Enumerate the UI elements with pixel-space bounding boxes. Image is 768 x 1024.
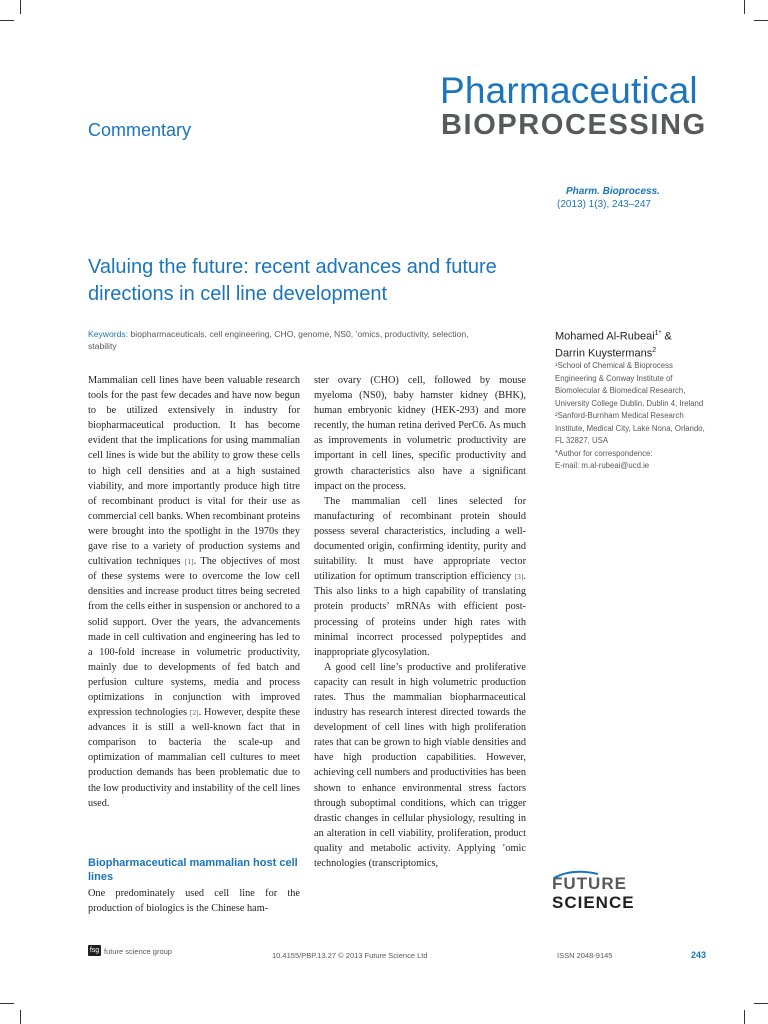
- author-list: [555, 327, 725, 361]
- paragraph: [314, 494, 526, 660]
- author-name: Mohamed Al-Rubeai: [555, 330, 655, 343]
- crop-mark: [744, 1010, 745, 1024]
- paragraph: [88, 373, 300, 811]
- text: . However, despite these advances it is still a well-known fact that in comparison to bacteria the scale-up and optimization of mammalian cell cultures to meet production demands has been problematic due to the low productivity and instability of the cell lines used.: [88, 707, 300, 809]
- crop-mark: [0, 20, 14, 21]
- paragraph: A good cell line’s productive and proliferative capacity can result in high volumetric production rates. Thus the mammalian biopharmaceutical industry has research interest directed towards the development of cell lines with high proliferation rates that can be grown to high viable densities and have high production capabilities. However, achieving cell numbers and productivities has been shown to enhance environmental stress factors through suboptimal conditions, which can trigger drastic changes in cellular physiology, resulting in an alteration in cell viability, proliferation, product quality and metabolic activity. Applying ’omic technologies (transcriptomics,: [314, 661, 526, 869]
- citation-volume: (2013) 1(3), 243–247: [557, 199, 651, 210]
- section-heading: Biopharmaceutical mammalian host cell lines: [88, 857, 298, 883]
- keywords-list: biopharmaceuticals, cell engineering, CHO, genome, NS0, ’omics, productivity, selection, stability: [88, 329, 469, 351]
- crop-mark: [0, 1003, 14, 1004]
- body-column-middle: [314, 373, 526, 871]
- logo-line2: SCIENCE: [552, 893, 635, 912]
- text: . This also links to a high capability of translating protein products’ mRNAs with efficient post-processing of proteins under high rates with minimal incorrect processed polypeptides and inappropriate glycosylation.: [314, 571, 526, 658]
- body-column-left-bottom: [88, 886, 300, 916]
- logo-swoosh-icon: [552, 870, 600, 880]
- body-column-left: [88, 373, 300, 811]
- paragraph: One predominately used cell line for the production of biologics is the Chinese ham-: [88, 888, 300, 915]
- text: The mammalian cell lines selected for manufacturing of recombinant protein should possess several characteristics, including a well-documented origin, confirming identity, purity and suitability. It must have appropriate vector utilization for optimum transcription efficiency: [314, 495, 526, 583]
- text: Mammalian cell lines have been valuable research tools for the past few decades and have now begun to be utilized extensively in industry for biopharmaceutical production. It has become evident that the implications for using mammalian cell lines is wide but the ability to grow these cells to high cell densities and at a high sustained viability, and more importantly produce high titre of recombinant product is vital for their use as commercial cell banks. When recombinant proteins were brought into the spotlight in the 1970s they gave rise to a variety of production systems and cultivation techniques: [88, 375, 300, 568]
- citation-journal: Pharm. Bioprocess.: [566, 186, 660, 197]
- affiliation: ²Sanford-Burnham Medical Research Institute, Medical City, Lake Nona, Orlando, FL 32827, USA: [555, 411, 705, 445]
- text: . The objectives of most of these systems were to overcome the low cell densities and increase product titres being secreted from the cells either in suspension or anchored to a solid support. Over the years, the advancements made in cell cultivation and engineering has led to a 100-fold increase in volumetric productivity, mainly due to developments of fed batch and perfusion culture systems, media and process optimizations in conjunction with improved expression technologies: [88, 556, 300, 719]
- correspondence: *Author for correspondence:: [555, 448, 653, 458]
- future-science-logo: [552, 874, 662, 912]
- author-name: Darrin Kuystermans: [555, 347, 653, 360]
- footer-issn: ISSN 2048-9145: [557, 951, 613, 960]
- affiliations: [555, 360, 715, 473]
- article-title: Valuing the future: recent advances and future directions in cell line development: [88, 256, 497, 305]
- logo-line1: FUTURE: [552, 874, 627, 893]
- journal-name: Pharmaceutical: [440, 70, 698, 111]
- section-label: Commentary: [88, 120, 192, 140]
- keywords-label: Keywords:: [88, 329, 129, 339]
- crop-mark: [20, 1010, 21, 1024]
- affiliation: ¹School of Chemical & Bioprocess Engineering & Conway Institute of Biomolecular & Biomedical Research, University College Dublin, Dublin 4, Ireland: [555, 361, 704, 408]
- email: E-mail: m.al-rubeai@ucd.ie: [555, 461, 650, 470]
- journal-name-subtitle: BIOPROCESSING: [441, 109, 707, 141]
- reference[interactable]: [3]: [514, 572, 524, 582]
- page-number: 243: [691, 950, 707, 960]
- footer-doi: 10.4155/PBP.13.27 © 2013 Future Science Ltd: [272, 951, 428, 960]
- footer-publisher: future science group: [104, 947, 172, 956]
- author-sup: 1*: [654, 330, 662, 337]
- crop-mark: [744, 0, 745, 14]
- author-ampersand: &: [661, 330, 672, 343]
- crop-mark: [754, 20, 768, 21]
- crop-mark: [20, 0, 21, 14]
- author-sup: 2: [652, 347, 657, 355]
- reference[interactable]: [1]: [184, 557, 194, 567]
- fsg-logo-icon: fsg: [89, 947, 100, 954]
- keywords: [88, 328, 498, 352]
- reference[interactable]: [2]: [189, 708, 199, 718]
- crop-mark: [754, 1003, 768, 1004]
- paragraph: ster ovary (CHO) cell, followed by mouse myeloma (NS0), baby hamster kidney (BHK), human embryonic kidney (HEK-293) and more recently, the human retina derived PerC6. As much as improvements in volumetric productivity are important in cell lines, specific productivity and growth characteristics also have a significant impact on the process.: [314, 375, 526, 492]
